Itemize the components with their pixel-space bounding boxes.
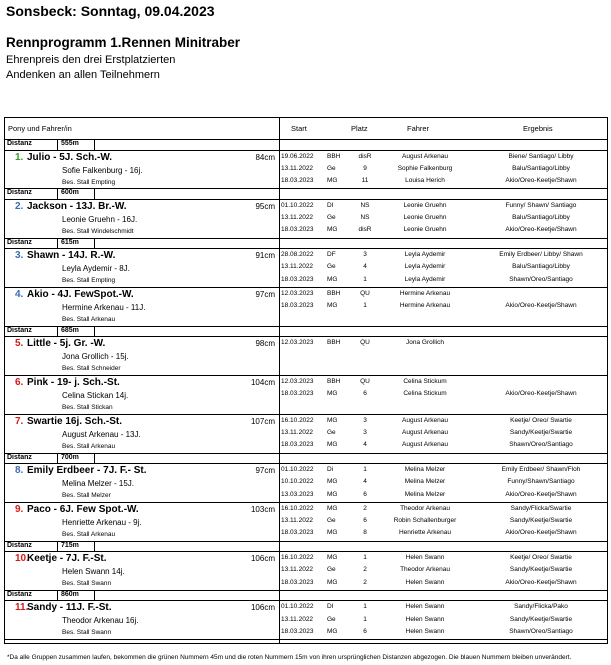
result-date: 12.03.2023	[281, 377, 314, 385]
horse-name-text: Keetje - 7J. F.-St.	[27, 553, 107, 565]
result-driver: Helen Swann	[405, 628, 445, 636]
result-driver: Melina Melzer	[404, 466, 446, 474]
result-place: 3	[363, 429, 367, 437]
horse-height: 97cm	[255, 289, 275, 299]
stable: Bes. Stall Empting	[62, 178, 116, 186]
result-place: 11	[361, 177, 369, 185]
result-track: Ge	[327, 263, 336, 271]
race-program-table	[4, 117, 608, 644]
rider: Theodor Arkenau 16j.	[62, 616, 139, 626]
result-track: Ge	[327, 517, 336, 525]
result-place: 6	[363, 628, 367, 636]
result-date: 18.03.2023	[281, 578, 314, 586]
horse-name	[15, 465, 147, 477]
horse-height: 107cm	[250, 416, 275, 426]
table-body	[5, 140, 607, 640]
horse-height: 104cm	[250, 377, 275, 387]
prize-note: Ehrenpreis den drei Erstplatzierten	[6, 54, 176, 66]
result-place: 4	[363, 441, 367, 449]
result-date: 18.03.2023	[281, 226, 314, 234]
result-track: Di	[327, 466, 334, 474]
result-track: MG	[327, 302, 338, 310]
result-driver: Leonie Gruehn	[403, 214, 447, 222]
result-track: MG	[327, 416, 338, 424]
result-date: 01.10.2022	[281, 603, 314, 611]
horse-name-text: Sandy - 11J. F.-St.	[27, 602, 112, 614]
distance-label: Distanz	[7, 590, 32, 598]
result-place: 2	[363, 566, 367, 574]
horse-name	[15, 151, 113, 163]
stable: Bes. Stall Arkenau	[62, 530, 116, 538]
horse-entry	[5, 415, 607, 454]
result-date: 13.11.2022	[281, 164, 314, 172]
stable: Bes. Stall Arkenau	[62, 315, 116, 323]
result-driver: Helen Swann	[405, 603, 445, 611]
result-driver: Leyla Aydemir	[404, 251, 446, 259]
result-date: 18.03.2023	[281, 529, 314, 537]
result-place: 3	[363, 251, 367, 259]
result-outcome: Emily Erdbeer/ Libby/ Shawn	[499, 251, 583, 259]
result-track: MG	[327, 226, 338, 234]
result-place: QU	[360, 339, 370, 347]
result-outcome: Sandy/Keetje/Swartie	[509, 429, 573, 437]
result-track: MG	[327, 390, 338, 398]
result-track: MG	[327, 478, 338, 486]
result-place: 4	[363, 478, 367, 486]
horse-name	[15, 288, 134, 300]
result-outcome: Funny/Shawn/Santiago	[507, 478, 575, 486]
horse-entry	[5, 376, 607, 415]
distance-row	[5, 591, 607, 602]
page-title: Rennprogramm 1.Rennen Minitraber	[6, 35, 241, 50]
distance-row	[5, 140, 607, 151]
result-outcome: Akio/Oreo-Keetje/Shawn	[505, 177, 577, 185]
result-track: DI	[327, 201, 334, 209]
result-date: 10.10.2022	[281, 478, 314, 486]
horse-name	[15, 376, 120, 388]
distance-label: Distanz	[7, 140, 32, 147]
result-track: Ge	[327, 429, 336, 437]
result-driver: August Arkenau	[402, 429, 448, 437]
distance-value: 685m	[61, 326, 79, 334]
result-track: MG	[327, 628, 338, 636]
horse-name	[15, 200, 127, 212]
distance-label: Distanz	[7, 453, 32, 461]
rider: Leyla Aydemir - 8J.	[62, 264, 130, 274]
result-place: 1	[363, 554, 367, 562]
horse-entry	[5, 503, 607, 542]
result-place: 2	[363, 578, 367, 586]
result-driver: Jona Grollich	[406, 339, 444, 347]
horse-entry	[5, 288, 607, 327]
result-driver: August Arkenau	[402, 152, 448, 160]
start-number: 11.	[15, 602, 29, 614]
distance-value: 615m	[61, 238, 79, 246]
result-place: 8	[363, 529, 367, 537]
result-outcome: Balu/Santiago/Libby	[512, 164, 570, 172]
result-outcome: Shawn/Oreo/Santiago	[509, 441, 573, 449]
horse-name-text: Shawn - 14J. R.-W.	[27, 250, 116, 262]
rider: Henriette Arkenau - 9j.	[62, 517, 142, 527]
result-track: MG	[327, 177, 338, 185]
start-number: 10.	[15, 553, 29, 565]
result-outcome: Sandy/Keetje/Swartie	[509, 517, 573, 525]
result-date: 13.11.2022	[281, 517, 314, 525]
horse-height: 106cm	[250, 554, 275, 564]
footnote: *Da alle Gruppen zusammen laufen, bekommen die grünen Nummern 45m und die roten Nummern 15m von ihren ursprünglichen Distanzen abgezogen. Die blauen Nummern bleiben unverändert.	[7, 654, 572, 661]
result-driver: Leonie Gruehn	[403, 226, 447, 234]
result-outcome: Sandy/Keetje/Swartie	[509, 615, 573, 623]
result-track: BBH	[327, 377, 341, 385]
horse-name	[15, 338, 106, 350]
col-fahrer: Fahrer	[407, 124, 430, 133]
horse-name-text: Paco - 6J. Few Spot.-W.	[27, 503, 139, 515]
distance-row	[5, 327, 607, 338]
result-date: 18.03.2023	[281, 177, 314, 185]
rider: Hermine Arkenau - 11J.	[62, 302, 146, 312]
horse-name	[15, 250, 116, 262]
result-date: 16.10.2022	[281, 416, 314, 424]
result-outcome: Sandy/Flicka/Swartie	[510, 504, 572, 512]
distance-value: 715m	[61, 541, 79, 549]
stable: Bes. Stall Melzer	[62, 492, 111, 500]
result-date: 13.11.2022	[281, 214, 314, 222]
rider: August Arkenau - 13J.	[62, 429, 141, 439]
horse-height: 103cm	[250, 504, 275, 514]
start-number: 6.	[15, 376, 24, 388]
horse-name	[15, 553, 107, 565]
distance-label: Distanz	[7, 189, 32, 197]
start-number: 9.	[15, 503, 24, 515]
horse-name-text: Jackson - 13J. Br.-W.	[27, 200, 127, 212]
horse-entry	[5, 249, 607, 288]
result-date: 13.11.2022	[281, 566, 314, 574]
result-driver: Leyla Aydemir	[404, 263, 446, 271]
result-track: DF	[327, 251, 336, 259]
result-track: MG	[327, 554, 338, 562]
result-place: QU	[360, 289, 370, 297]
result-date: 18.03.2023	[281, 390, 314, 398]
distance-value: 860m	[61, 590, 79, 598]
horse-name	[15, 503, 139, 515]
distance-value: 600m	[61, 189, 79, 197]
distance-row	[5, 239, 607, 250]
table-header	[5, 118, 607, 140]
result-driver: Celina Stickum	[403, 377, 447, 385]
result-date: 18.03.2023	[281, 628, 314, 636]
result-date: 16.10.2022	[281, 504, 314, 512]
start-number: 7.	[15, 415, 24, 427]
rider: Celina Stickan 14j.	[62, 390, 129, 400]
rider: Leonie Gruehn - 16J.	[62, 214, 138, 224]
result-outcome: Akio/Oreo-Keetje/Shawn	[505, 302, 577, 310]
result-driver: Helen Swann	[405, 578, 445, 586]
stable: Bes. Stall Empting	[62, 277, 116, 285]
result-place: NS	[360, 201, 370, 209]
distance-label: Distanz	[7, 541, 32, 549]
horse-height: 91cm	[255, 251, 275, 261]
result-driver: Melina Melzer	[404, 490, 446, 498]
result-place: 1	[363, 603, 367, 611]
result-place: 1	[363, 302, 367, 310]
result-date: 13.11.2022	[281, 429, 314, 437]
result-place: 1	[363, 275, 367, 283]
result-driver: August Arkenau	[402, 416, 448, 424]
result-outcome: Biene/ Santiago/ Libby	[508, 152, 574, 160]
result-track: BBH	[327, 152, 341, 160]
horse-height: 106cm	[250, 603, 275, 613]
start-number: 8.	[15, 465, 24, 477]
result-place: disR	[358, 226, 372, 234]
result-place: 3	[363, 416, 367, 424]
rider: Sofie Falkenburg - 16j.	[62, 165, 143, 175]
result-date: 18.03.2023	[281, 302, 314, 310]
horse-name-text: Akio - 4J. FewSpot.-W.	[27, 288, 134, 300]
result-place: disR	[358, 152, 372, 160]
stable: Bes. Stall Swann	[62, 580, 112, 588]
result-date: 13.03.2023	[281, 490, 314, 498]
stable: Bes. Stall Windelschmidt	[62, 227, 134, 235]
result-date: 19.06.2022	[281, 152, 314, 160]
stable: Bes. Stall Swann	[62, 629, 112, 637]
page-date-line: Sonsbeck: Sonntag, 09.04.2023	[6, 3, 215, 19]
result-track: MG	[327, 490, 338, 498]
col-ergebnis: Ergebnis	[523, 124, 553, 133]
distance-label: Distanz	[7, 238, 32, 246]
horse-height: 95cm	[255, 201, 275, 211]
result-place: 6	[363, 390, 367, 398]
horse-entry	[5, 552, 607, 591]
result-driver: August Arkenau	[402, 441, 448, 449]
result-outcome: Keetje/ Oreo/ Swartie	[510, 554, 572, 562]
result-track: BBH	[327, 289, 341, 297]
result-date: 12.03.2023	[281, 339, 314, 347]
result-driver: Helen Swann	[405, 554, 445, 562]
result-outcome: Balu/Santiago/Libby	[512, 214, 570, 222]
result-date: 01.10.2022	[281, 201, 314, 209]
col-pony: Pony und Fahrer/in	[8, 124, 72, 133]
distance-value: 700m	[61, 453, 79, 461]
result-driver: Leonie Gruehn	[403, 201, 447, 209]
horse-name-text: Julio - 5J. Sch.-W.	[27, 151, 113, 163]
result-track: DI	[327, 603, 334, 611]
col-platz: Platz	[351, 124, 368, 133]
stable: Bes. Stall Stickan	[62, 403, 113, 411]
start-number: 1.	[15, 151, 24, 163]
distance-row	[5, 189, 607, 200]
result-driver: Theodor Arkenau	[400, 566, 450, 574]
col-start: Start	[291, 124, 307, 133]
result-place: 9	[363, 164, 367, 172]
rider: Helen Swann 14j.	[62, 567, 125, 577]
result-driver: Sophie Falkenburg	[397, 164, 453, 172]
result-place: 1	[363, 466, 367, 474]
result-outcome: Shawn/Oreo/Santiago	[509, 275, 573, 283]
result-driver: Henriette Arkenau	[398, 529, 452, 537]
rider: Jona Grollich - 15j.	[62, 352, 129, 362]
result-outcome: Shawn/Oreo/Santiago	[509, 628, 573, 636]
horse-name	[15, 602, 112, 614]
start-number: 5.	[15, 338, 24, 350]
distance-row	[5, 454, 607, 465]
horse-name-text: Emily Erdbeer - 7J. F.- St.	[27, 465, 147, 477]
result-date: 28.08.2022	[281, 251, 314, 259]
result-driver: Helen Swann	[405, 615, 445, 623]
result-outcome: Akio/Oreo-Keetje/Shawn	[505, 529, 577, 537]
horse-name-text: Swartie 16j. Sch.-St.	[27, 415, 123, 427]
result-track: Ge	[327, 566, 336, 574]
horse-name-text: Pink - 19- j. Sch.-St.	[27, 376, 120, 388]
result-track: MG	[327, 441, 338, 449]
result-driver: Hermine Arkenau	[399, 302, 451, 310]
result-outcome: Akio/Oreo-Keetje/Shawn	[505, 490, 577, 498]
result-driver: Hermine Arkenau	[399, 289, 451, 297]
result-outcome: Balu/Santiago/Libby	[512, 263, 570, 271]
souvenir-note: Andenken an allen Teilnehmern	[6, 69, 160, 81]
distance-label: Distanz	[7, 326, 32, 334]
result-date: 18.03.2023	[281, 441, 314, 449]
horse-height: 84cm	[255, 152, 275, 162]
result-place: 6	[363, 517, 367, 525]
result-outcome: Akio/Oreo-Keetje/Shawn	[505, 390, 577, 398]
start-number: 3.	[15, 250, 24, 262]
result-outcome: Emily Erdbeer/ Shawn/Floh	[501, 466, 581, 474]
result-outcome: Sandy/Keetje/Swartie	[509, 566, 573, 574]
result-place: 1	[363, 615, 367, 623]
result-place: 2	[363, 504, 367, 512]
distance-value: 555m	[61, 140, 79, 147]
result-outcome: Akio/Oreo-Keetje/Shawn	[505, 578, 577, 586]
result-place: 6	[363, 490, 367, 498]
result-place: 4	[363, 263, 367, 271]
result-driver: Celina Stickum	[403, 390, 447, 398]
result-track: MG	[327, 529, 338, 537]
start-number: 4.	[15, 288, 24, 300]
result-date: 18.03.2023	[281, 275, 314, 283]
horse-entry	[5, 151, 607, 190]
horse-height: 97cm	[255, 466, 275, 476]
result-date: 13.11.2022	[281, 263, 314, 271]
result-track: Ge	[327, 615, 336, 623]
result-driver: Melina Melzer	[404, 478, 446, 486]
result-track: BBH	[327, 339, 341, 347]
result-driver: Louisa Herich	[405, 177, 445, 185]
horse-entry	[5, 464, 607, 503]
result-outcome: Sandy/Flicka/Pako	[514, 603, 568, 611]
result-place: NS	[360, 214, 370, 222]
result-date: 12.03.2023	[281, 289, 314, 297]
result-outcome: Funny/ Shawn/ Santiago	[505, 201, 577, 209]
result-outcome: Akio/Oreo-Keetje/Shawn	[505, 226, 577, 234]
result-date: 01.10.2022	[281, 466, 314, 474]
horse-name	[15, 415, 123, 427]
result-track: MG	[327, 275, 338, 283]
horse-entry	[5, 601, 607, 640]
result-track: MG	[327, 578, 338, 586]
start-number: 2.	[15, 200, 24, 212]
stable: Bes. Stall Arkenau	[62, 442, 116, 450]
result-driver: Leyla Aydemir	[404, 275, 446, 283]
result-date: 13.11.2022	[281, 615, 314, 623]
horse-entry	[5, 200, 607, 239]
result-driver: Theodor Arkenau	[400, 504, 450, 512]
distance-row	[5, 542, 607, 553]
stable: Bes. Stall Schneider	[62, 365, 121, 373]
result-track: MG	[327, 504, 338, 512]
result-driver: Robin Schallenburger	[393, 517, 457, 525]
result-track: Ge	[327, 214, 336, 222]
result-outcome: Keetje/ Oreo/ Swartie	[510, 416, 572, 424]
result-date: 16.10.2022	[281, 554, 314, 562]
result-place: QU	[360, 377, 370, 385]
horse-height: 98cm	[255, 339, 275, 349]
result-track: Ge	[327, 164, 336, 172]
horse-entry	[5, 337, 607, 376]
rider: Melina Melzer - 15J.	[62, 479, 135, 489]
horse-name-text: Little - 5j. Gr. -W.	[27, 338, 106, 350]
